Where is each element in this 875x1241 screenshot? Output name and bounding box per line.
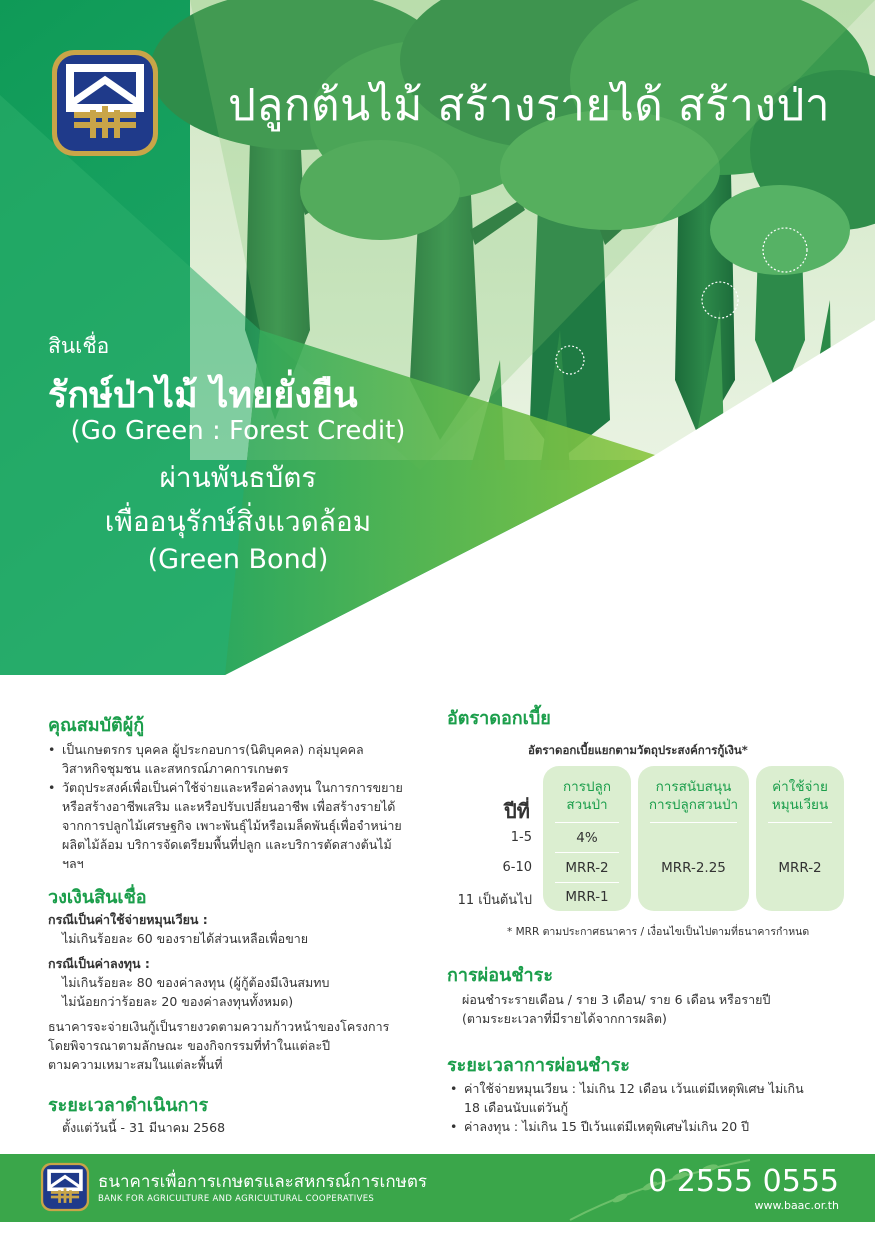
working-capital-text: ไม่เกินร้อยละ 60 ของรายได้ส่วนเหลือเพื่อขาย (62, 931, 309, 946)
column-header: การสนับสนุน การปลูกสวนป่า (648, 779, 739, 813)
footer-bar (0, 1154, 875, 1222)
website-link[interactable]: www.baac.or.th (754, 1199, 839, 1212)
repayment-period-list (450, 1079, 804, 1136)
rate-column-support (638, 766, 749, 911)
rate-cell: MRR-2 (565, 860, 609, 876)
divider (555, 822, 619, 823)
list-item: • วัตถุประสงค์เพื่อเป็นค่าใช้จ่ายและหรือค่าลงทุน ในการการขยาย หรือสร้างอาชีพเสริม และหรือปรับเปลี่ยนอาชีพ เพื่อสร้างรายได้ จากการปลูกไม้เศรษฐกิจ เพาะพันธุ์ไม้หรือเมล็ดพันธุ์เพื่อจำหน่าย ผลิตไม้ล้อม บริการจัดเตรียมพื้นที่ปลูก และบริการตัดสางต้นไม้ ฯลฯ (48, 778, 403, 873)
loan-via: ผ่านพันธบัตร (159, 461, 317, 494)
qualifications-list (48, 740, 403, 873)
headline: ปลูกต้นไม้ สร้างรายได้ สร้างป่า (228, 80, 831, 131)
interest-footnote: * MRR ตามประกาศธนาคาร / เงื่อนไขเป็นไปตามที่ธนาคารกำหนด (507, 926, 810, 938)
bottom-margin (0, 1222, 875, 1241)
bank-name-th: ธนาคารเพื่อการเกษตรและสหกรณ์การเกษตร (98, 1172, 428, 1192)
investment-label: กรณีเป็นค่าลงทุน : (48, 956, 150, 971)
working-capital-label: กรณีเป็นค่าใช้จ่ายหมุนเวียน : (48, 912, 208, 927)
operation-period-title: ระยะเวลาดำเนินการ (48, 1095, 209, 1116)
rate-cell: MRR-2 (778, 860, 822, 876)
credit-limit-body: กรณีเป็นค่าใช้จ่ายหมุนเวียน : ไม่เกินร้อยละ 60 ของรายได้ส่วนเหลือเพื่อขาย กรณีเป็นค่าลงทุน : ไม่เกินร้อยละ 80 ของค่าลงทุน (ผู้กู้ต้องมีเงินสมทบ ไม่น้อยกว่าร้อยละ 20 ของค่าลงทุนทั้งหมด) ธนาคารจะจ่ายเงินกู้เป็นรายงวดตามความก้าวหน้าของโครงการ โดยพิจารณาตามลักษณะ ของกิจกรรมที่ทำในแต่ละปี ตามความเหมาะสมในแต่ละพื้นที่ (48, 912, 390, 1072)
list-item: • เป็นเกษตรกร บุคคล ผู้ประกอบการ(นิติบุคคล) กลุ่มบุคคล วิสาหกิจชุมชน และสหกรณ์ภาคการเกษตร (48, 740, 403, 778)
interest-caption: อัตราดอกเบี้ยแยกตามวัตถุประสงค์การกู้เงิน* (528, 743, 748, 757)
loan-name: รักษ์ป่าไม้ ไทยยั่งยืน (48, 375, 358, 416)
year-header: ปีที่ (504, 799, 530, 823)
rate-cell: MRR-2.25 (661, 860, 726, 876)
divider (555, 852, 619, 853)
rate-cell: 4% (576, 830, 598, 846)
repayment-period-title: ระยะเวลาการผ่อนชำระ (447, 1055, 630, 1076)
list-item: • ค่าใช้จ่ายหมุนเวียน : ไม่เกิน 12 เดือน เว้นแต่มีเหตุพิเศษ ไม่เกิน 18 เดือนนับแต่วันกู้ (450, 1079, 804, 1117)
year-cell: 11 เป็นต้นไป (457, 893, 532, 908)
rate-column-working-capital (756, 766, 844, 911)
rate-cell: MRR-1 (565, 889, 609, 905)
baac-footer-logo-icon (40, 1162, 90, 1212)
rate-column-plantation (543, 766, 631, 911)
year-cell: 1-5 (510, 830, 532, 845)
credit-limit-title: วงเงินสินเชื่อ (48, 887, 147, 908)
baac-logo-icon (50, 48, 160, 158)
operation-period-text: ตั้งแต่วันนี้ - 31 มีนาคม 2568 (62, 1120, 226, 1135)
green-bond-label: (Green Bond) (147, 544, 329, 575)
divider (650, 822, 737, 823)
divider (768, 822, 832, 823)
column-header: ค่าใช้จ่าย หมุนเวียน (771, 779, 829, 813)
interest-title: อัตราดอกเบี้ย (447, 708, 551, 729)
loan-purpose: เพื่ออนุรักษ์สิ่งแวดล้อม (104, 505, 372, 538)
qualifications-title: คุณสมบัติผู้กู้ (48, 715, 145, 736)
divider (555, 882, 619, 883)
year-cell: 6-10 (502, 860, 532, 875)
loan-prefix: สินเชื่อ (48, 334, 110, 358)
repayment-title: การผ่อนชำระ (447, 965, 553, 986)
phone-number[interactable]: 0 2555 0555 (648, 1164, 839, 1199)
list-item: • ค่าลงทุน : ไม่เกิน 15 ปีเว้นแต่มีเหตุพิเศษไม่เกิน 20 ปี (450, 1117, 804, 1136)
bank-name-en: BANK FOR AGRICULTURE AND AGRICULTURAL COOPERATIVES (98, 1194, 375, 1204)
column-header: การปลูก สวนป่า (562, 779, 612, 813)
loan-english-name: (Go Green : Forest Credit) (70, 416, 406, 446)
repayment-body: ผ่อนชำระรายเดือน / ราย 3 เดือน/ ราย 6 เดือน หรือรายปี (ตามระยะเวลาที่มีรายได้จากการผลิต) (462, 992, 771, 1026)
